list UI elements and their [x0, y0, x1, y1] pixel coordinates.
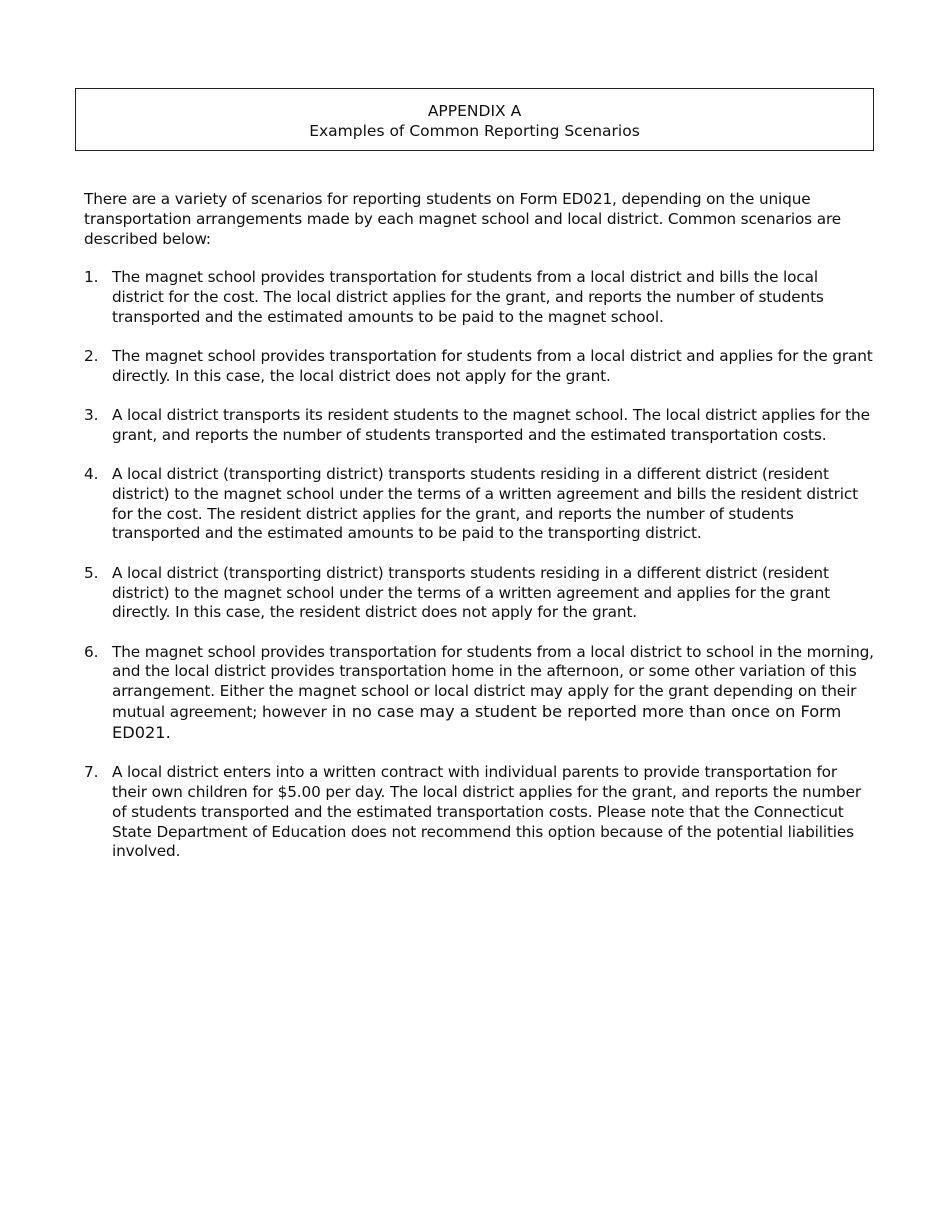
- scenario-text: A local district transports its resident students to the magnet school. The local district applies for the grant, and reports the number of students transported and the estimated transportation costs.: [112, 405, 870, 444]
- scenario-item: [84, 347, 874, 387]
- scenario-number: 7.: [84, 763, 99, 782]
- scenario-list: [84, 268, 874, 882]
- intro-paragraph: There are a variety of scenarios for reporting students on Form ED021, depending on the unique transportation arrangements made by each magnet school and local district. Common scenarios are described below:: [84, 190, 842, 248]
- scenario-item: [84, 564, 874, 623]
- scenario-emphasis-text: in no case may a student be reported more than once on Form ED021.: [112, 702, 842, 742]
- appendix-title-box: [75, 88, 874, 151]
- scenario-text: A local district (transporting district) transports students residing in a different district (resident district) to the magnet school under the terms of a written agreement and bills the resident district for the cost. The resident district applies for the grant, and reports the number of students transported and the estimated amounts to be paid to the transporting district.: [112, 465, 859, 543]
- scenario-text: The magnet school provides transportation for students from a local district and bills the local district for the cost. The local district applies for the grant, and reports the number of students transported and the estimated amounts to be paid to the magnet school.: [112, 268, 824, 326]
- scenario-text: A local district enters into a written contract with individual parents to provide transportation for their own children for $5.00 per day. The local district applies for the grant, and reports the number of students transported and the estimated transportation costs. Please note that the Connecticut State Department of Education does not recommend this option because of the potential liabilities involved.: [112, 763, 861, 861]
- scenario-text: The magnet school provides transportation for students from a local district to school in the morning, and the local district provides transportation home in the afternoon, or some other variation of this arrangement. Either the magnet school or local district may apply for the grant depending on their mutual agreement; however: [112, 642, 874, 722]
- appendix-label: APPENDIX A: [427, 102, 522, 120]
- scenario-item: [84, 763, 874, 862]
- scenario-number: 1.: [84, 268, 99, 286]
- scenario-item: [84, 268, 874, 327]
- scenario-number: 5.: [84, 563, 99, 582]
- scenario-item: [84, 406, 874, 446]
- scenario-item: [84, 643, 874, 744]
- scenario-item: [84, 465, 874, 544]
- scenario-number: 4.: [84, 465, 99, 484]
- scenario-number: 2.: [84, 346, 99, 365]
- scenario-number: 6.: [84, 642, 99, 661]
- scenario-text: The magnet school provides transportation for students from a local district and applies for the grant directly. In this case, the local district does not apply for the grant.: [112, 346, 873, 385]
- scenario-text: A local district (transporting district) transports students residing in a different district (resident district) to the magnet school under the terms of a written agreement and applies for the grant directly. In this case, the resident district does not apply for the grant.: [112, 563, 830, 622]
- appendix-subtitle: Examples of Common Reporting Scenarios: [309, 122, 640, 140]
- scenario-number: 3.: [84, 405, 99, 424]
